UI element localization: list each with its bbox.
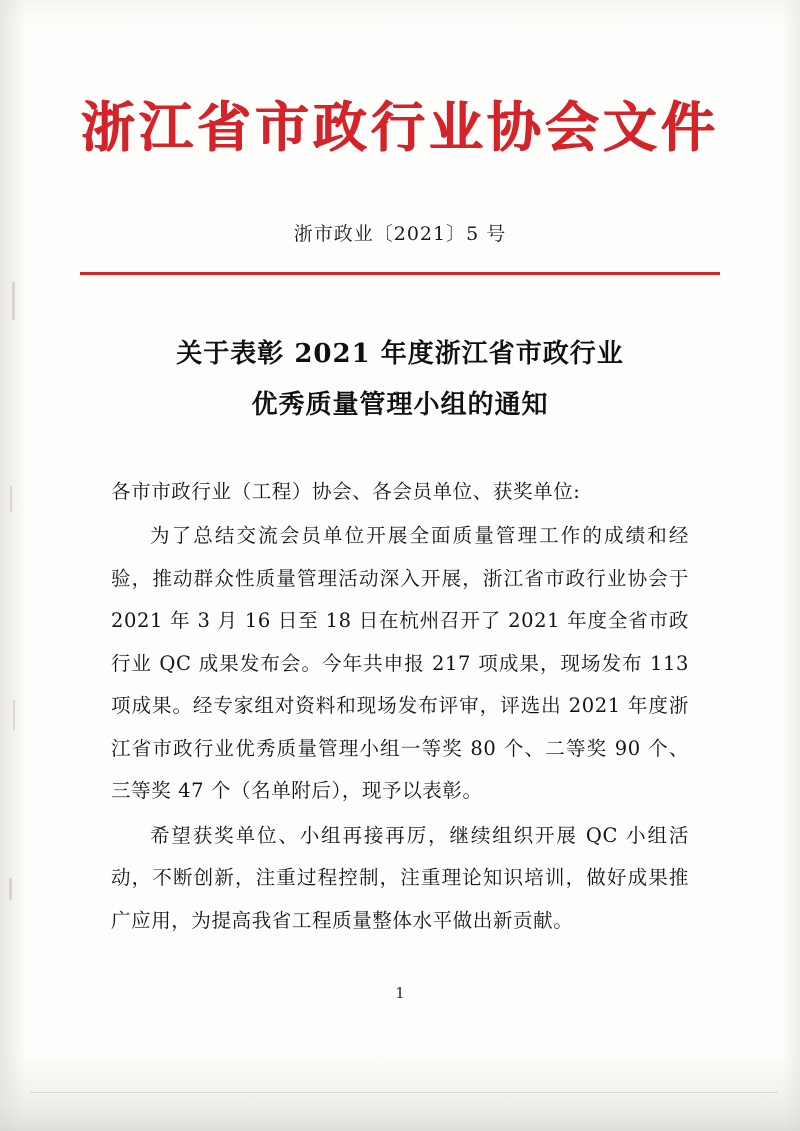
document-masthead: 浙江省市政行业协会文件 <box>81 95 719 159</box>
title-line-2: 优秀质量管理小组的通知 <box>251 390 549 421</box>
red-divider-rule <box>80 272 720 275</box>
page-bottom-shading <box>0 1053 800 1131</box>
title-line-1: 关于表彰 2021 年度浙江省市政行业 <box>176 339 624 370</box>
page-number: 1 <box>395 984 405 1003</box>
salutation: 各市市政行业（工程）协会、各会员单位、获奖单位: <box>111 479 581 503</box>
body-paragraph-1: 为了总结交流会员单位开展全面质量管理工作的成绩和经验，推动群众性质量管理活动深入开展，浙江省市政行业协会于 2021 年 3 月 16 日至 18 日在杭州召开了 2021 年度全省市政行业 QC 成果发布会。今年共申报 217 项成果，现场发布 113 项成果。经专家组对资料和现场发布评审，评选出 2021 年度浙江省市政行业优秀质量管理小组一等奖 80 个、二等奖 90 个、三等奖 47 个（名单附后），现予以表彰。 <box>111 524 689 803</box>
document-number: 浙市政业〔2021〕5 号 <box>293 223 507 246</box>
document-body <box>111 471 689 943</box>
document-title <box>0 329 800 430</box>
document-content <box>0 95 800 1003</box>
body-paragraph-2: 希望获奖单位、小组再接再厉，继续组织开展 QC 小组活动，不断创新，注重过程控制，注重理论知识培训，做好成果推广应用，为提高我省工程质量整体水平做出新贡献。 <box>111 823 689 932</box>
